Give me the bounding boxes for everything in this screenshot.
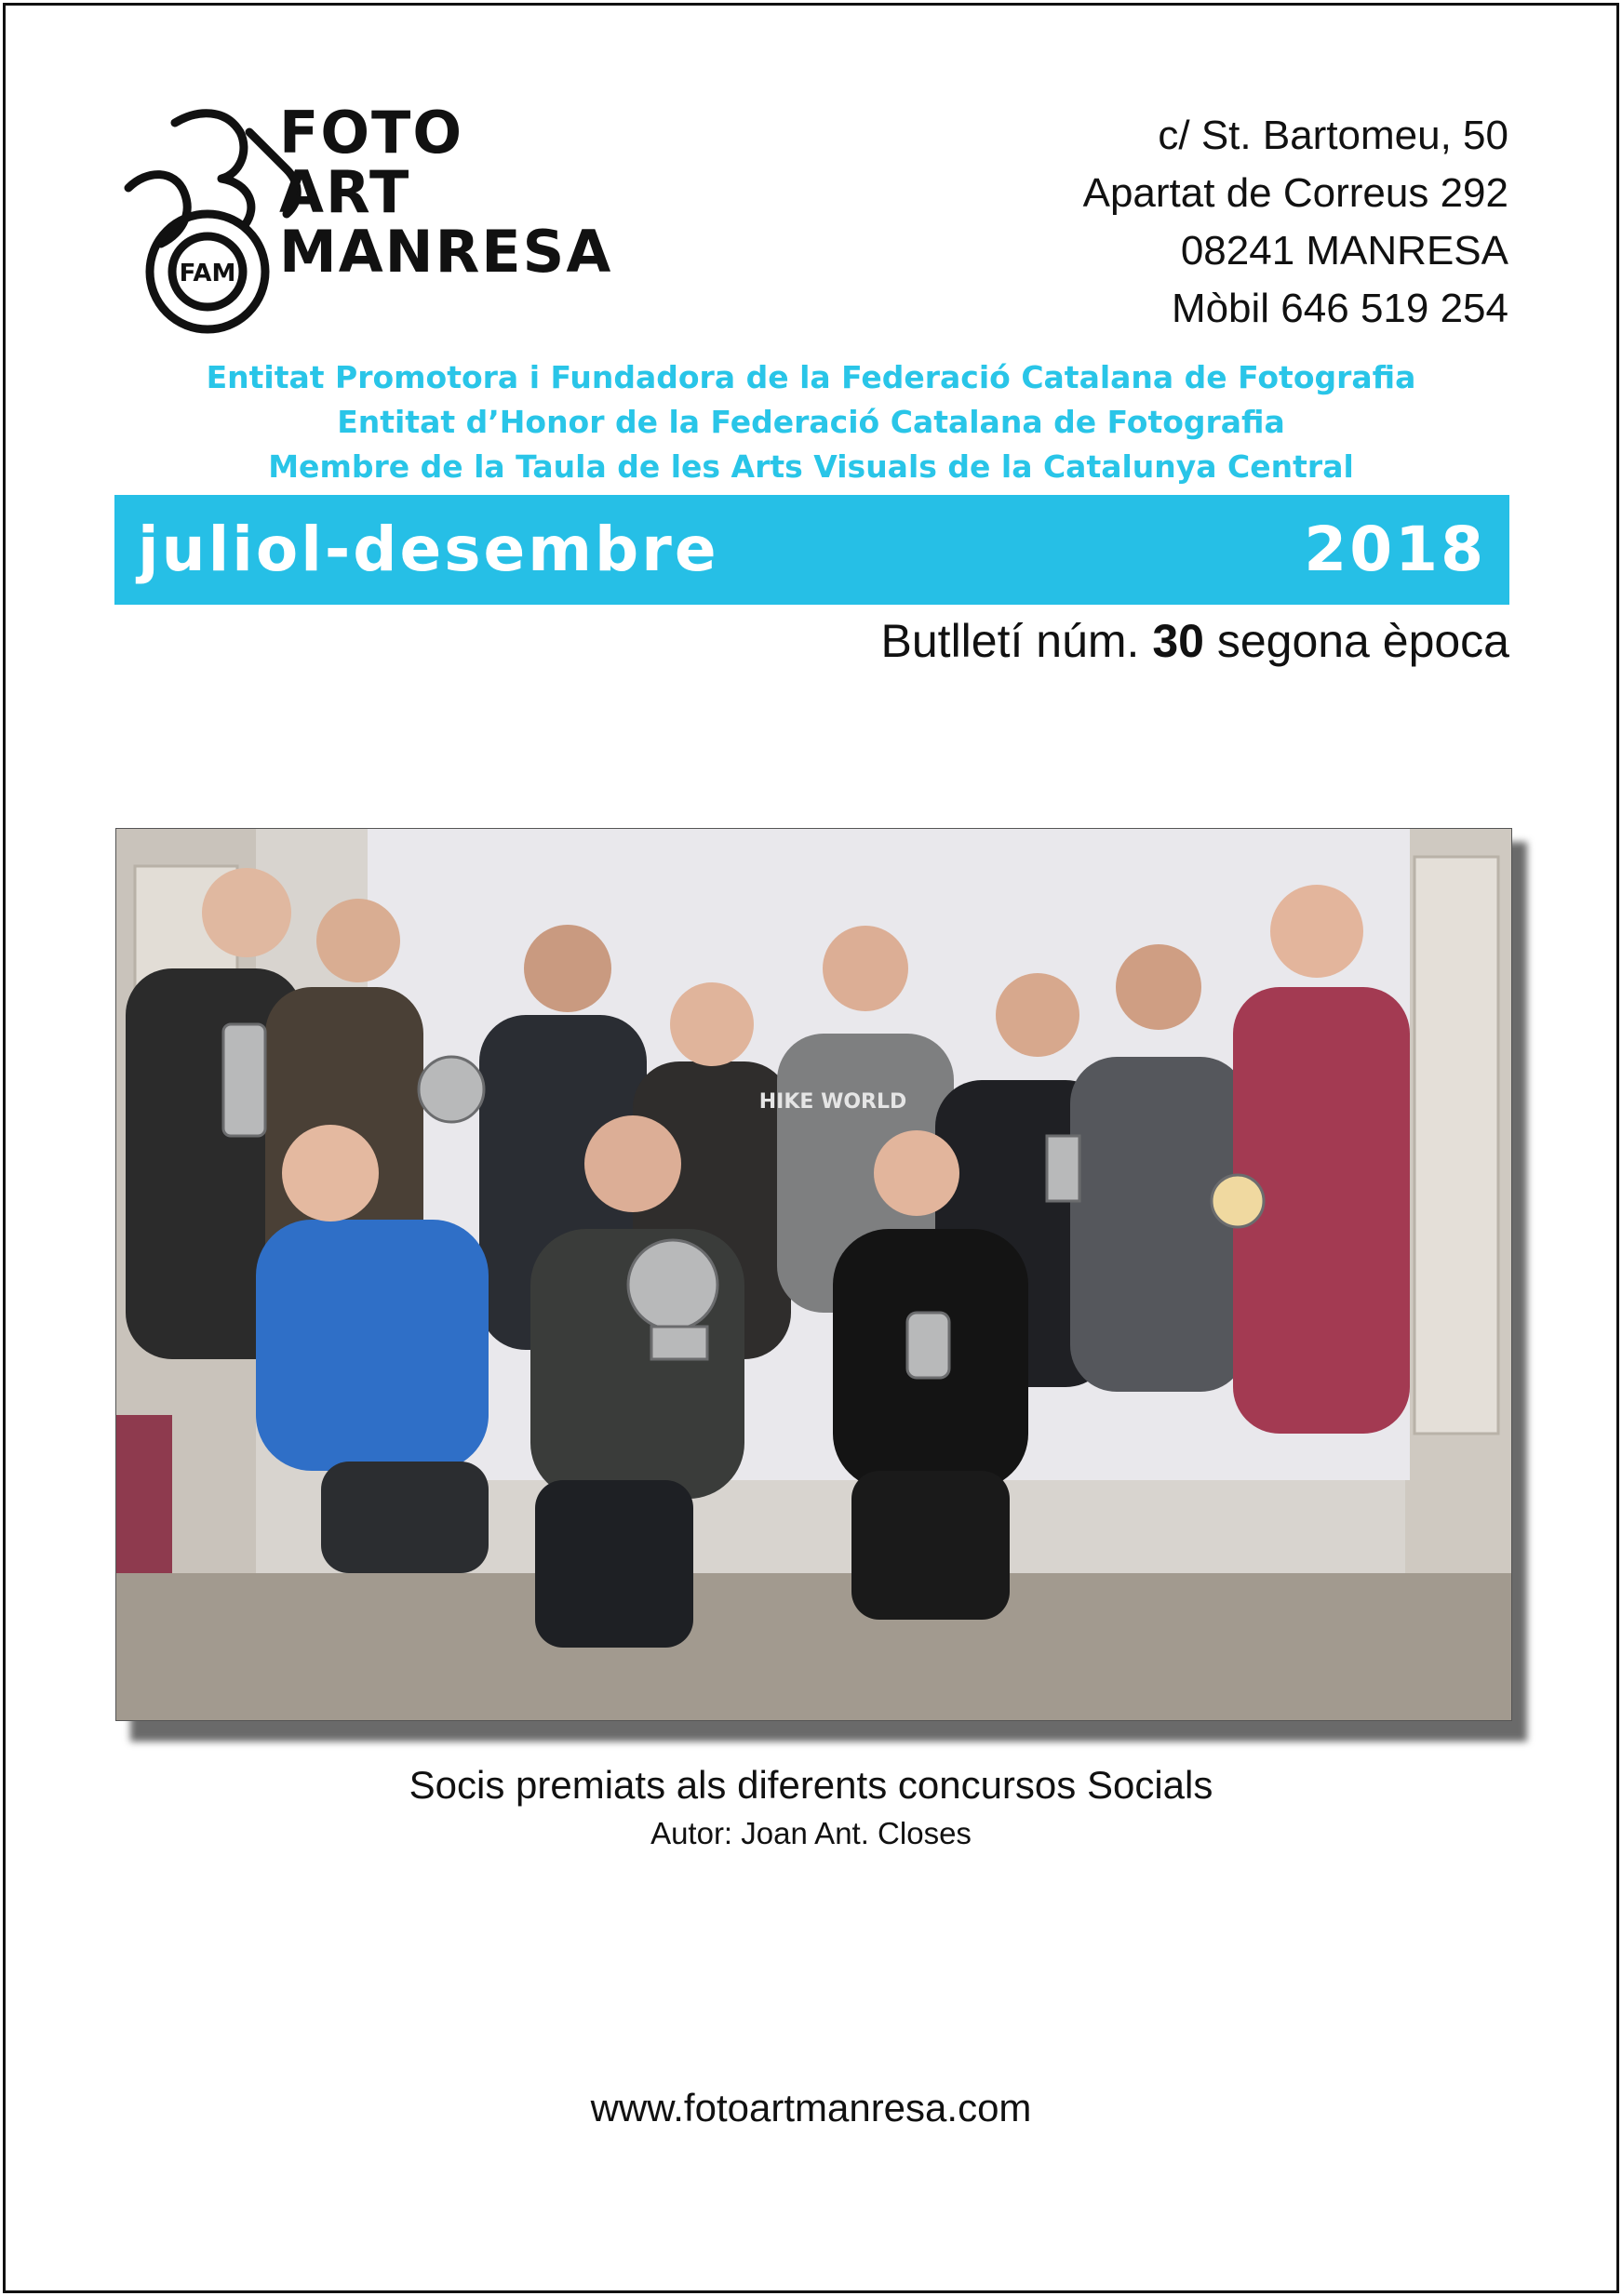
group-photo-illustration [116,829,1511,1720]
address-po-box: Apartat de Correus 292 [1082,170,1508,216]
period-band [114,495,1509,605]
brand-line: MANRESA [279,218,613,286]
issue-line [881,614,1509,668]
motto-block [0,355,1622,489]
issue-number: 30 [1152,615,1204,667]
issue-suffix: segona època [1203,615,1509,667]
period-label: juliol-desembre [138,514,719,585]
website-link[interactable]: www.fotoartmanresa.com [590,2086,1032,2129]
motto-line: Entitat Promotora i Fundadora de la Federació Catalana de Fotografia [206,359,1416,395]
brand-line: ART [279,158,411,226]
brand-name [279,99,613,286]
address-city: 08241 MANRESA [1180,228,1508,274]
shirt-print: HIKE WORLD [758,1090,907,1114]
issue-prefix: Butlletí núm. [880,615,1153,667]
address-phone: Mòbil 646 519 254 [1171,286,1508,331]
motto-line: Membre de la Taula de les Arts Visuals de la Catalunya Central [268,448,1354,485]
address-block [1083,107,1508,338]
address-street: c/ St. Bartomeu, 50 [1158,113,1508,158]
svg-text:FAM: FAM [179,260,236,287]
brand-line: FOTO [279,99,464,167]
motto-line: Entitat d’Honor de la Federació Catalana de Fotografia [337,404,1285,440]
group-photo [115,828,1512,1721]
photo-credit: Autor: Joan Ant. Closes [650,1816,972,1850]
year-label: 2018 [1304,514,1486,585]
photo-caption: Socis premiats als diferents concursos Socials [409,1763,1213,1807]
